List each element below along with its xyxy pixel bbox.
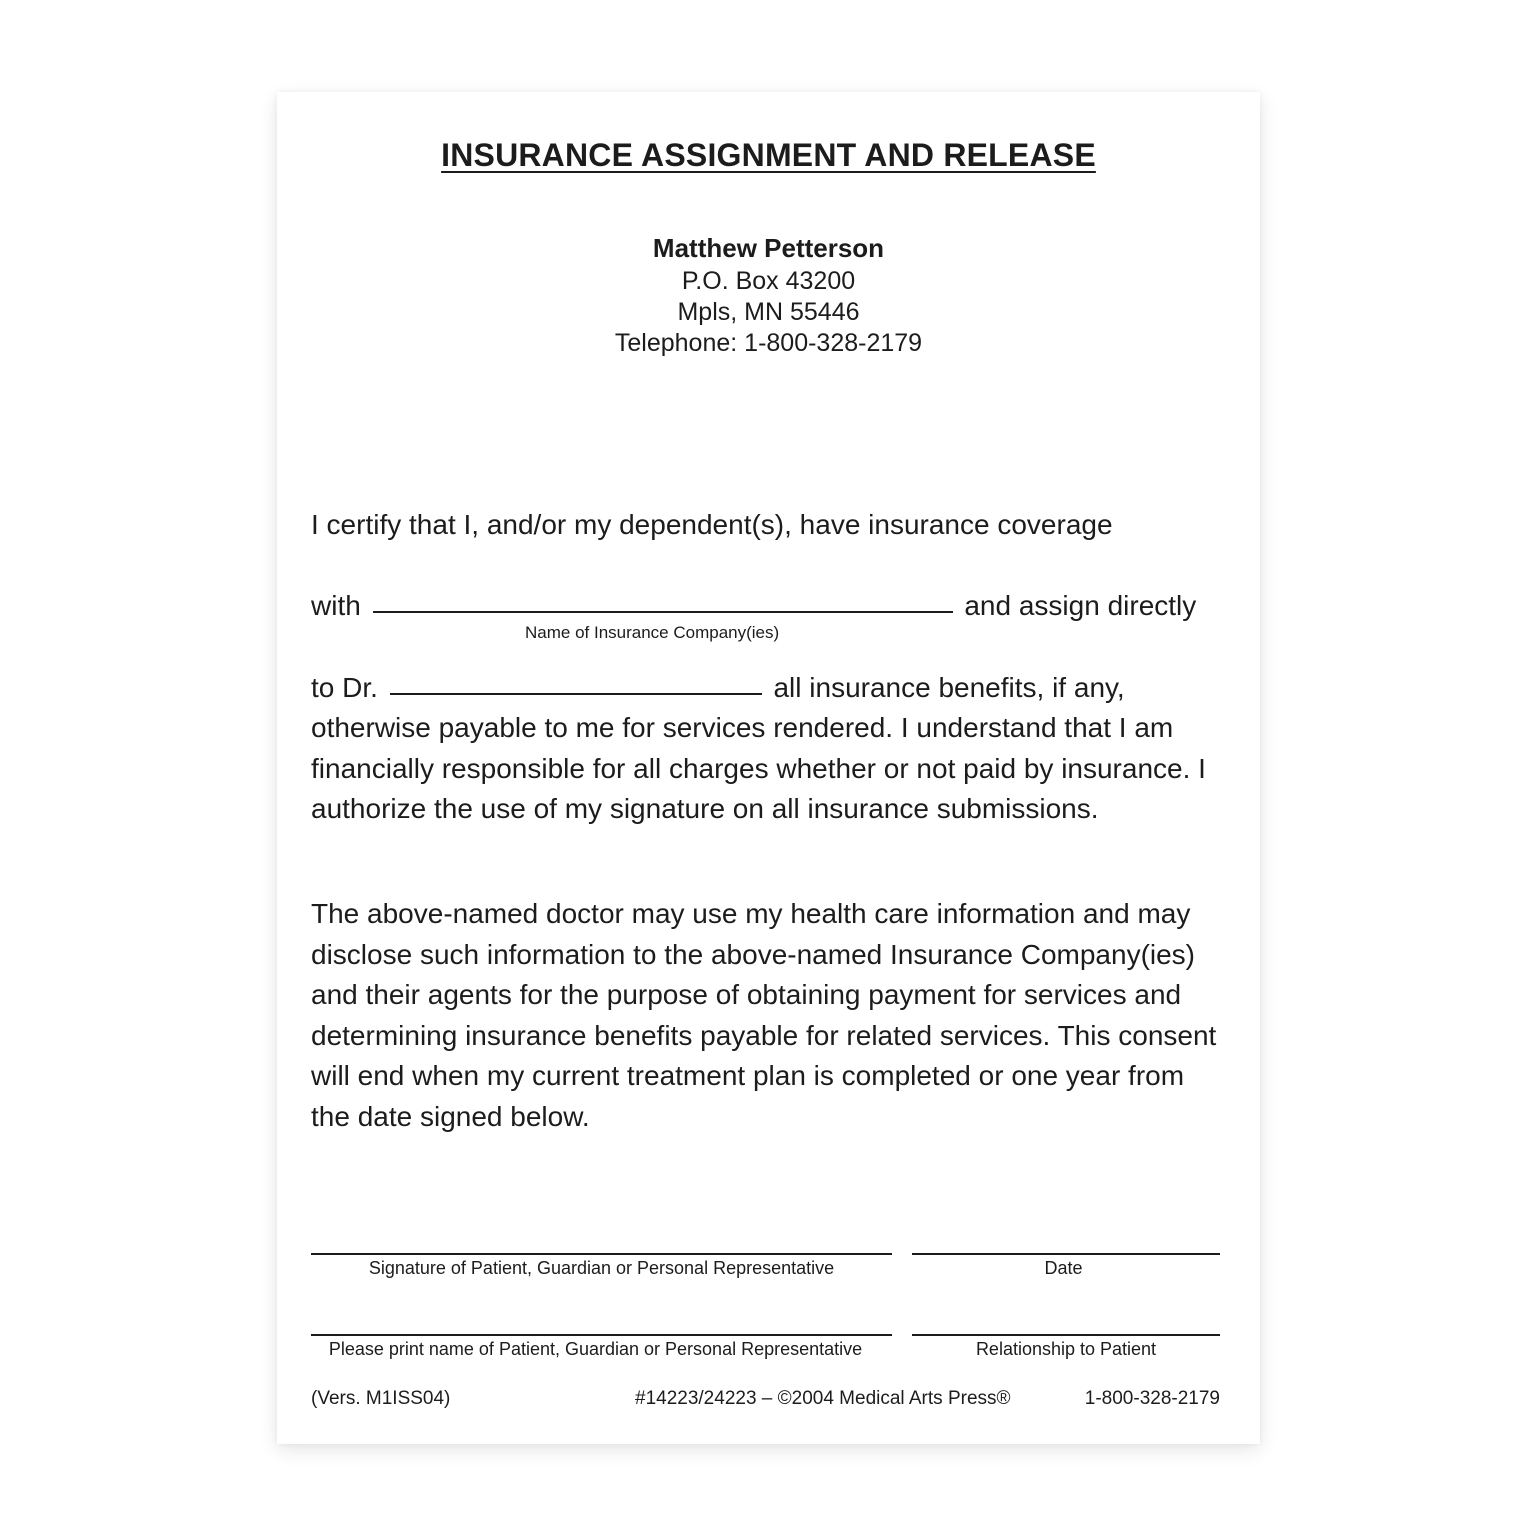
footer-phone: 1-800-328-2179 <box>1084 1388 1220 1409</box>
footer-version: (Vers. M1ISS04) <box>311 1388 451 1409</box>
body-line-2 <box>311 585 1196 626</box>
body-line-2-suffix: and assign directly <box>964 590 1197 621</box>
header-name: Matthew Petterson <box>652 233 885 263</box>
signature-label: Signature of Patient, Guardian or Personal Representative <box>368 1258 835 1278</box>
relationship-line[interactable] <box>912 1334 1220 1336</box>
date-label: Date <box>1044 1258 1083 1278</box>
insurance-company-label: Name of Insurance Company(ies) <box>525 623 780 642</box>
body-line-1: I certify that I, and/or my dependent(s), have insurance coverage <box>311 509 1113 540</box>
print-name-line[interactable] <box>311 1334 892 1336</box>
doctor-name-field[interactable] <box>390 693 762 695</box>
body-line-3 <box>311 667 1125 708</box>
body-line-3-suffix: all insurance benefits, if any, <box>773 672 1125 703</box>
body-paragraph-1: otherwise payable to me for services rendered. I understand that I am financially responsible for all charges whether or not paid by insurance. I authorize the use of my signature on all insurance submissions. <box>311 712 1206 825</box>
date-line[interactable] <box>912 1253 1220 1255</box>
signature-line[interactable] <box>311 1253 892 1255</box>
body-paragraph-2: The above-named doctor may use my health care information and may disclose such information to the above-named Insurance Company(ies) and their agents for the purpose of obtaining payment for services and determining insurance benefits payable for related services. This consent will end when my current treatment plan is completed or one year from the date signed below. <box>311 898 1217 1132</box>
form-title: INSURANCE ASSIGNMENT AND RELEASE <box>441 137 1096 173</box>
insurance-company-field[interactable] <box>373 611 953 613</box>
relationship-label: Relationship to Patient <box>975 1339 1157 1359</box>
header-telephone: Telephone: 1-800-328-2179 <box>614 329 923 357</box>
body-line-2-prefix: with <box>311 590 361 621</box>
print-name-label: Please print name of Patient, Guardian or Personal Representative <box>328 1339 863 1359</box>
header-address-line1: P.O. Box 43200 <box>681 267 856 295</box>
footer-copyright: #14223/24223 – ©2004 Medical Arts Press® <box>635 1388 1011 1409</box>
form-sheet <box>277 92 1260 1444</box>
header-address-line2: Mpls, MN 55446 <box>677 298 860 326</box>
body-line-3-prefix: to Dr. <box>311 672 378 703</box>
